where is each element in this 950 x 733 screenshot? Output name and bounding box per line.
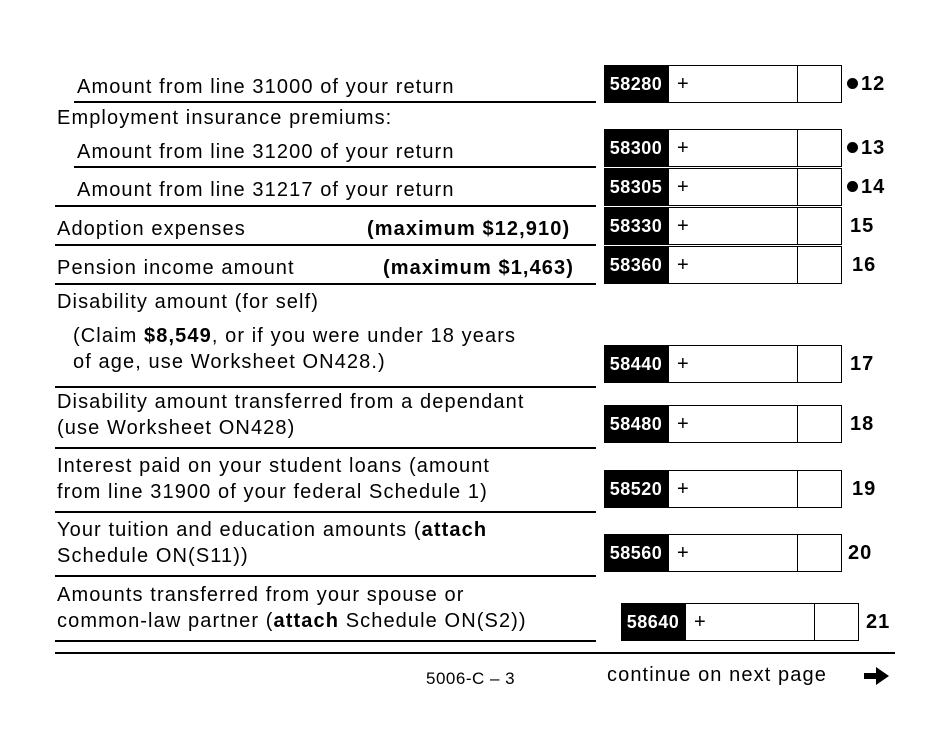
line-number-21: 21 <box>866 611 891 633</box>
field-code-58300: 58300 <box>604 129 668 167</box>
line-number-20: 20 <box>848 542 873 564</box>
plus-sign: + <box>677 413 689 435</box>
line-13-label: Amount from line 31200 of your return <box>77 141 455 163</box>
line-12-label: Amount from line 31000 of your return <box>77 76 455 98</box>
line-number-12: 12 <box>847 65 885 103</box>
employment-insurance-heading: Employment insurance premiums: <box>57 107 393 129</box>
line-number-19: 19 <box>852 478 877 500</box>
line-21-label-cont: common-law partner (attach Schedule ON(S2)) <box>57 610 527 632</box>
line-number-14: 14 <box>847 168 885 206</box>
line-number-13: 13 <box>847 129 885 167</box>
continue-text: continue on next page <box>607 664 827 686</box>
line-18-amount-field[interactable] <box>668 405 842 443</box>
divider <box>55 640 596 642</box>
line-17-label: (Claim $8,549, or if you were under 18 years <box>73 325 517 347</box>
line-21-amount-field[interactable] <box>685 603 859 641</box>
line-14-amount-field[interactable] <box>668 168 842 206</box>
divider <box>55 386 596 388</box>
bullet-dot-icon <box>847 142 858 153</box>
line-16-amount-field[interactable] <box>668 246 842 284</box>
line-19-cents-field[interactable] <box>797 471 840 507</box>
line-number-15: 15 <box>850 215 875 237</box>
line-19-label-cont: from line 31900 of your federal Schedule 1) <box>57 481 488 503</box>
line-15-cents-field[interactable] <box>797 208 840 244</box>
plus-sign: + <box>677 73 689 95</box>
plus-sign: + <box>677 353 689 375</box>
line-17-amount-field[interactable] <box>668 345 842 383</box>
divider <box>55 575 596 577</box>
line-18-label: Disability amount transferred from a dependant <box>57 391 525 413</box>
line-14-label: Amount from line 31217 of your return <box>77 179 455 201</box>
line-number-17: 17 <box>850 353 875 375</box>
line-19-amount-field[interactable] <box>668 470 842 508</box>
line-18-cents-field[interactable] <box>797 406 840 442</box>
form-page-number: 5006-C – 3 <box>426 669 516 688</box>
line-20-amount-field[interactable] <box>668 534 842 572</box>
plus-sign: + <box>677 176 689 198</box>
line-13-amount-field[interactable] <box>668 129 842 167</box>
line-15-label: Adoption expenses <box>57 218 246 240</box>
line-17-label-cont: of age, use Worksheet ON428.) <box>73 351 386 373</box>
field-code-58440: 58440 <box>604 345 668 383</box>
line-15-amount-field[interactable] <box>668 207 842 245</box>
line-19-label: Interest paid on your student loans (amount <box>57 455 491 477</box>
divider <box>55 244 596 246</box>
field-code-58640: 58640 <box>621 603 685 641</box>
divider <box>74 166 596 168</box>
plus-sign: + <box>677 137 689 159</box>
plus-sign: + <box>677 542 689 564</box>
field-code-58330: 58330 <box>604 207 668 245</box>
line-12-amount-field[interactable] <box>668 65 842 103</box>
field-code-58480: 58480 <box>604 405 668 443</box>
line-20-label-cont: Schedule ON(S11)) <box>57 545 249 567</box>
disability-heading: Disability amount (for self) <box>57 291 319 313</box>
field-code-58305: 58305 <box>604 168 668 206</box>
line-20-label: Your tuition and education amounts (attach <box>57 519 488 541</box>
line-16-cents-field[interactable] <box>797 247 840 283</box>
divider <box>55 447 596 449</box>
divider <box>55 511 596 513</box>
field-code-58560: 58560 <box>604 534 668 572</box>
line-18-label-cont: (use Worksheet ON428) <box>57 417 296 439</box>
line-21-label: Amounts transferred from your spouse or <box>57 584 465 606</box>
plus-sign: + <box>677 478 689 500</box>
field-code-58280: 58280 <box>604 65 668 103</box>
divider <box>55 205 596 207</box>
footer-rule <box>55 652 895 654</box>
right-arrow-icon <box>862 665 890 687</box>
line-17-cents-field[interactable] <box>797 346 840 382</box>
line-number-18: 18 <box>850 413 875 435</box>
divider <box>55 283 596 285</box>
line-20-cents-field[interactable] <box>797 535 840 571</box>
field-code-58360: 58360 <box>604 246 668 284</box>
line-16-label: Pension income amount <box>57 257 295 279</box>
divider <box>74 101 596 103</box>
plus-sign: + <box>694 611 706 633</box>
field-code-58520: 58520 <box>604 470 668 508</box>
line-number-16: 16 <box>852 254 877 276</box>
line-14-cents-field[interactable] <box>797 169 840 205</box>
line-21-cents-field[interactable] <box>814 604 857 640</box>
line-12-cents-field[interactable] <box>797 66 840 102</box>
line-13-cents-field[interactable] <box>797 130 840 166</box>
plus-sign: + <box>677 215 689 237</box>
line-16-maximum: (maximum $1,463) <box>383 257 575 279</box>
line-15-maximum: (maximum $12,910) <box>367 218 571 240</box>
plus-sign: + <box>677 254 689 276</box>
bullet-dot-icon <box>847 78 858 89</box>
bullet-dot-icon <box>847 181 858 192</box>
